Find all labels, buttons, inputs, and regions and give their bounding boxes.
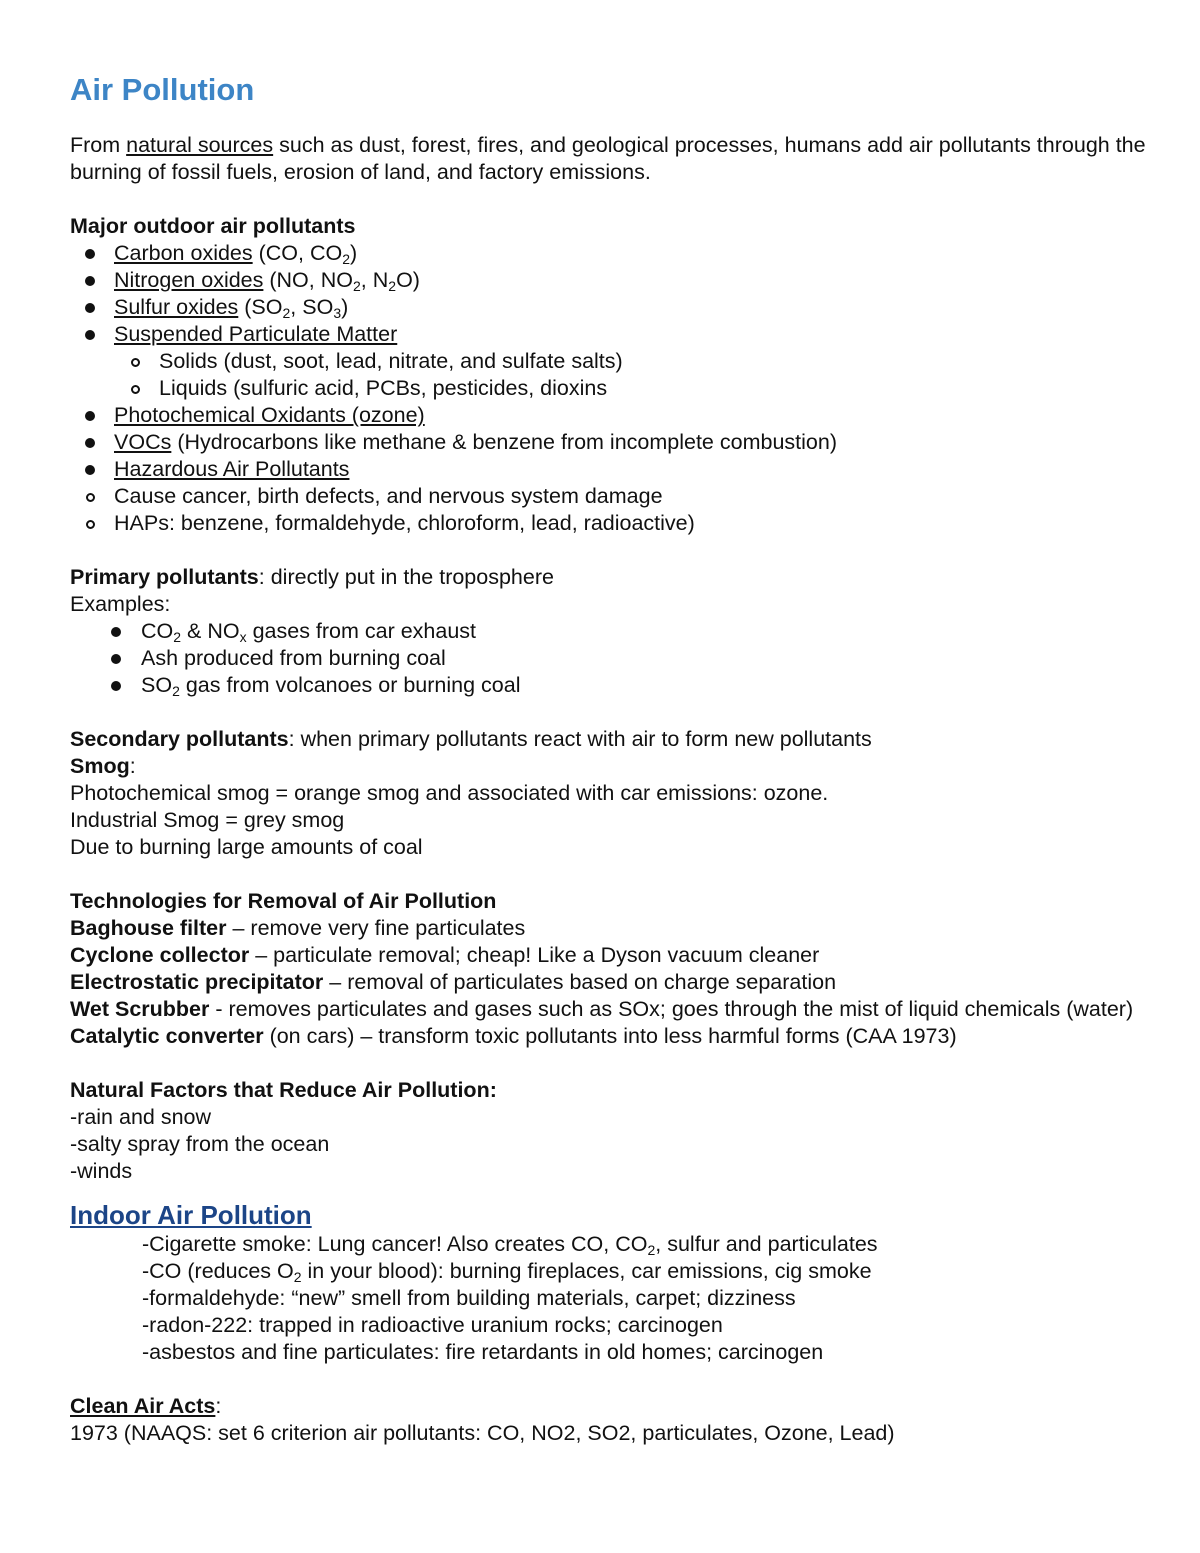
smog-label: Smog:	[70, 754, 136, 778]
sub-list-item: Solids (dust, soot, lead, nitrate, and sulfate salts)	[70, 348, 1150, 375]
intro-text: From	[70, 133, 127, 157]
primary-definition: Primary pollutants: directly put in the troposphere	[70, 565, 554, 589]
smog-line: Due to burning large amounts of coal	[70, 835, 423, 859]
bullet-icon	[80, 267, 100, 294]
tech-item: Electrostatic precipitator – removal of particulates based on charge separation	[70, 970, 837, 994]
bullet-icon	[80, 240, 100, 267]
list-item: $CO_2$ & $NO_x$ gases from car exhaust	[70, 618, 1150, 645]
clean-air-acts-heading: Clean Air Acts:	[70, 1394, 222, 1418]
clean-air-acts-line: 1973 (NAAQS: set 6 criterion air pollutants: CO, NO2, SO2, particulates, Ozone, Lead)	[70, 1421, 895, 1445]
bullet-icon	[106, 672, 126, 699]
indoor-item: -radon-222: trapped in radioactive uranium rocks; carcinogen	[142, 1313, 723, 1337]
natural-sources-term: natural sources	[126, 133, 274, 157]
outdoor-pollutant-list	[70, 240, 1150, 537]
page-title: Air Pollution	[70, 72, 255, 107]
indoor-item: -CO (reduces $O_2$ in your blood): burning fireplaces, car emissions, cig smoke	[142, 1259, 872, 1285]
list-item: Suspended Particulate Matter	[70, 321, 1150, 348]
list-item: Ash produced from burning coal	[70, 645, 1150, 672]
hollow-bullet-icon	[80, 510, 100, 537]
smog-line: Industrial Smog = grey smog	[70, 808, 345, 832]
list-item: Photochemical Oxidants (ozone)	[70, 402, 1150, 429]
bullet-icon	[80, 402, 100, 429]
intro-text-rest: such as dust, forest, fires, and geological processes, humans add air pollutants through the burning of fossil fuels, erosion of land, and factory emissions.	[70, 133, 1146, 184]
tech-heading: Technologies for Removal of Air Pollution	[70, 889, 497, 913]
bullet-icon	[80, 456, 100, 483]
bullet-icon	[106, 645, 126, 672]
indoor-item: -Cigarette smoke: Lung cancer! Also creates CO, $CO_2$, sulfur and particulates	[142, 1232, 878, 1258]
bullet-icon	[80, 429, 100, 456]
sub-list-item: Liquids (sulfuric acid, PCBs, pesticides, dioxins	[70, 375, 1150, 402]
list-item: Carbon oxides (CO, $CO_2$)	[70, 240, 1150, 267]
outdoor-heading: Major outdoor air pollutants	[70, 214, 356, 238]
list-item: Nitrogen oxides (NO, $NO_2$, $N_2O$)	[70, 267, 1150, 294]
tech-item: Baghouse filter – remove very fine particulates	[70, 916, 526, 940]
bullet-icon	[106, 618, 126, 645]
sub-list-item: Cause cancer, birth defects, and nervous system damage	[70, 483, 1150, 510]
primary-examples-list	[70, 618, 1150, 699]
examples-label: Examples:	[70, 592, 171, 616]
indoor-item: -asbestos and fine particulates: fire retardants in old homes; carcinogen	[142, 1340, 824, 1364]
intro-paragraph	[70, 132, 1150, 186]
tech-item: Catalytic converter (on cars) – transform toxic pollutants into less harmful forms (CAA 1973)	[70, 1024, 957, 1048]
list-item: $SO_2$ gas from volcanoes or burning coal	[70, 672, 1150, 699]
hollow-bullet-icon	[80, 483, 100, 510]
list-item: Hazardous Air Pollutants	[70, 456, 1150, 483]
hollow-bullet-icon	[125, 348, 145, 375]
list-item: Sulfur oxides ($SO_2$, $SO_3$)	[70, 294, 1150, 321]
indoor-item: -formaldehyde: “new” smell from building materials, carpet; dizziness	[142, 1286, 796, 1310]
tech-item: Wet Scrubber - removes particulates and gases such as SOx; goes through the mist of liquid chemicals (water)	[70, 997, 1134, 1021]
smog-line: Photochemical smog = orange smog and associated with car emissions: ozone.	[70, 781, 829, 805]
natural-factors-heading: Natural Factors that Reduce Air Pollution:	[70, 1078, 497, 1102]
tech-item: Cyclone collector – particulate removal; cheap! Like a Dyson vacuum cleaner	[70, 943, 820, 967]
list-item: VOCs (Hydrocarbons like methane & benzene from incomplete combustion)	[70, 429, 1150, 456]
indoor-heading: Indoor Air Pollution	[70, 1200, 312, 1230]
natural-factor-item: -rain and snow	[70, 1105, 212, 1129]
sub-list-item: HAPs: benzene, formaldehyde, chloroform, lead, radioactive)	[70, 510, 1150, 537]
natural-factor-item: -salty spray from the ocean	[70, 1132, 330, 1156]
secondary-definition: Secondary pollutants: when primary pollutants react with air to form new pollutants	[70, 727, 872, 751]
bullet-icon	[80, 321, 100, 348]
document-page	[70, 72, 1150, 1447]
hollow-bullet-icon	[125, 375, 145, 402]
indoor-list	[70, 1231, 1150, 1366]
natural-factor-item: -winds	[70, 1159, 133, 1183]
bullet-icon	[80, 294, 100, 321]
